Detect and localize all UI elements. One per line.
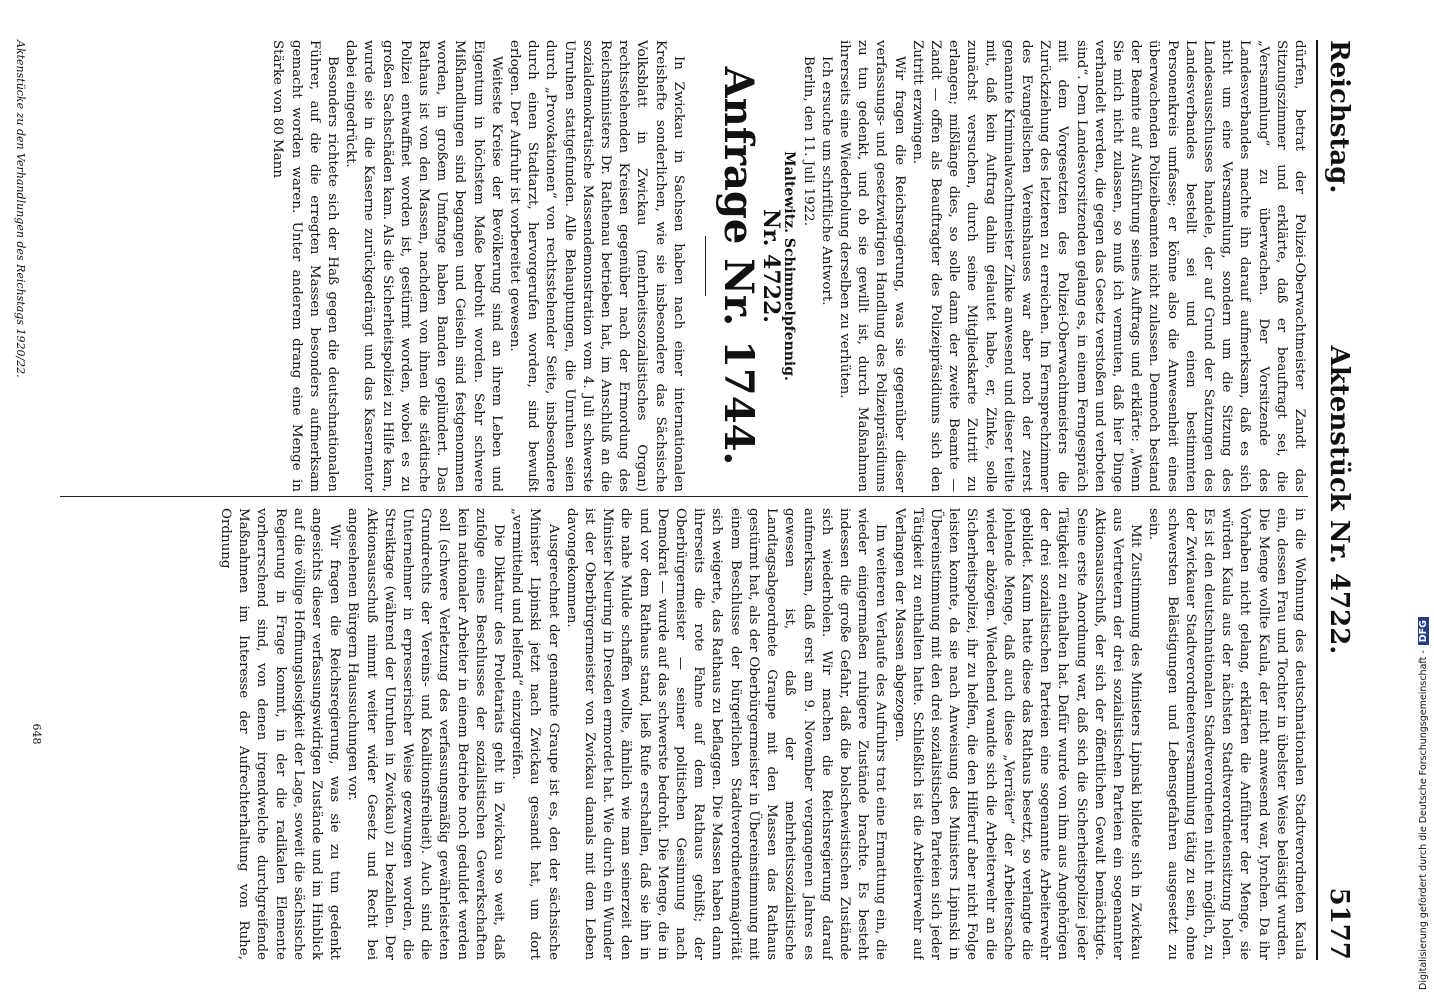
left-paragraph: Weiteste Kreise der Bevölkerung sind an ihrem Leben und Eigentum in höchstem Maße bedroht worden. Sehr schwere Mißhandlungen sind begangen und Geiseln sind festgenommen worden, in großem Umfange haben Banden geplündert. Das Rathaus ist von den Massen, nachdem von ihnen die städtische Polizei entwaffnet worden ist, gestürmt worden, wobei es zu großen Sachschäden kam. Als die Sicherheitspolizei zu Hilfe kam, wurde sie in die Kaserne zurückgedrängt und das Kasernentor dabei eingedrückt. — [343, 40, 504, 492]
left-column — [40, 40, 1308, 492]
footer-page-number: 648 — [30, 723, 43, 745]
left-paragraph: dürfen, betrat der Polizei-Oberwachtmeister Zandt das Sitzungszimmer und erklärte, daß er beauftragt sei, die „Versammlung“ zu überwachen. Der Vorsitzende des Landesverbandes machte ihn darauf aufmerksam, daß es sich nicht um eine Versammlung, sondern um die Sitzung des Landesausschusses handele, der auf Grund der Satzungen des Landesverbandes bestellt sei und einen bestimmten Personenkreis umfasse; er könne also die Anwesenheit eines überwachenden Polizeibeamten nicht zulassen. Dennoch bestand der Beamte auf Ausführung seines Auftrags und erklärte: „Wenn Sie mich nicht zulassen, so muß ich vermuten, daß hier Dinge verhandelt werden, die gegen das Gesetz verstoßen und verboten sind“. Dem Landesvorsitzenden gelang es, in einem Ferngespräch mit dem Vorgesetzten des Polizei-Oberwachtmeisters die Zurückziehung des letzteren zu erreichen. Im Fernsprechzimmer des Evangelischen Vereinshauses war aber noch der zuerst genannte Kriminalwachtmeister Zinke anwesend und dieser teilte mit, daß kein Auftrag dahin gelautet habe, er, Zinke, solle zunächst versuchen, durch seine Mitgliedskarte Zutritt zu erlangen; mißlänge dies, so solle dann der zweite Beamte — Zandt — offen als Beauftragter des Polizeipräsidiums sich den Zutritt erzwingen. — [909, 40, 1307, 492]
document-number: Nr. 4722. — [758, 209, 785, 323]
left-paragraph: Wir fragen die Reichsregierung, was sie gegenüber dieser verfassungs- und gesetzwidrigen Handlung des Polizeipräsidiums zu tun gedenkt, und ob sie gewillt ist, durch Maßnahmen ihrerseits eine Wiederholung derselben zu verhüten. — [836, 40, 907, 492]
title-divider — [705, 236, 706, 296]
column-divider — [60, 496, 1308, 497]
signature: Maltewitz. Schimmelpfennig. — [781, 151, 798, 381]
digitization-credit — [1418, 10, 1430, 990]
credit-text: Digitalisierung gefördert durch die Deutsche Forschungsgemeinschaft - — [1418, 650, 1429, 990]
left-paragraph: Besonders richtete sich der Haß gegen die deutschnationalen Führer, auf die die erregten Massen besonders aufmerksam gemacht worden waren. Unter anderem drang eine Menge in Stärke von 80 Mann — [270, 40, 341, 492]
right-paragraph: in die Wohnung des deutschnationalen Stadtverordneten Kaula ein, dessen Frau und Tochter in übelster Weise belästigt wurden. Die Menge wollte Kaula, der nicht anwesend war, lynchen. Da ihr Vorhaben nicht gelang, erklärten die Anführer der Menge, sie würden Kaula aus der nächsten Stadtverordnetensitzung holen. Es ist den deutschnationalen Stadtverordneten nicht möglich, zu der Zwickauer Stadtverordnetenversammlung tätig zu sein, ohne schwersten Belästigungen und Lebensgefahren ausgesetzt zu sein. — [1146, 508, 1307, 960]
header-title: Aktenstück Nr. 4722. — [1324, 345, 1354, 655]
right-paragraph: Mit Zustimmung des Ministers Lipinski bildete sich in Zwickau aus Vertretern der drei sozialistischen Parteien ein sogenannter Aktionsausschuß, der sich der öffentlichen Gewalt bemächtigte. Seine erste Anordnung war, daß sich die Sicherheitspolizei jeder Tätigkeit zu enthalten hat. Dafür wurde von ihm aus Angehörigen der drei sozialistischen Parteien eine sogenannte Arbeiterwehr gebildet. Kaum hatte diese das Rathaus besetzt, so verlangte die johlende Menge, daß auch diese „Verräter“ der Arbeitersache wieder abzögen. Wiedehend wandte sich die Arbeiterwehr an die Sicherheitspolizei, ihr zu helfen, die den Hilferuf aber nicht Folge leisten konnte, da sie nach Anweisung des Ministers Lipinski in Übereinstimmung mit den drei sozialistischen Parteien sich jeder Tätigkeit zu enthalten hatte. Schließlich ist die Arbeiterwehr auf Verlangen der Massen abgezogen. — [891, 508, 1144, 960]
left-paragraph: Ich ersuche um schriftliche Antwort. — [818, 56, 834, 306]
dateline: Berlin, den 11. Juli 1922. — [800, 56, 816, 226]
right-paragraph: Wir fragen die Reichsregierung, was sie zu tun gedenkt angesichts dieser verfassungswidrigen Zustände und im Hinblick auf die völlige Hoffnungslosigkeit der Lage, soweit die sächsische Regierung in Frage kommt, in der die radikalen Elemente vorherrschend sind, von denen irgendwelche durchgreifende Maßnahmen im Interesse der Aufrechterhaltung von Ruhe, Ordnung — [218, 508, 343, 960]
left-paragraph: In Zwickau in Sachsen haben nach einer internationalen Kreishefte sonderlichen, wie sie insbesondere das Sächsische Volksblatt in Zwickau (mehrheitssozialistisches Organ) rechtsstehenden Kreisen gegenüber nach der Ermordung des Reichsministers Dr. Rathenau betrieben hat, im Anschluß an die sozialdemokratische Massendemonstration vom 4. Juli schwerste Unruhen stattgefunden. Alle Behauptungen, die Unruhen seien durch „Provokationen“ von rechtsstehender Seite, insbesondere durch einen Stadtarzt, hervorgerufen worden, sind bewußt erlogen. Der Aufruhr ist vorbereitet gewesen. — [507, 40, 686, 492]
right-paragraph: Die Diktatur des Proletariats geht in Zwickau so weit, daß zufolge eines Beschlusses der sozialistischen Gewerkschaften kein nationaler Arbeiter in einem Betriebe noch geduldet werden soll (schwere Verletzung des verfassungsmäßig gewährleisteten Grundrechts der Vereins- und Koalitionsfreiheit). Auch sind die Unternehmer in erpresserischer Weise gezwungen worden, die Streiktage (während der Unruhen in Zwickau) zu bezahlen. Der Aktionsausschuß nimmt weiter wider Gesetz und Recht bei angesehenen Bürgern Haussuchungen vor. — [345, 508, 507, 960]
dfg-logo: DFG — [1418, 617, 1429, 645]
header-page-number: 5177 — [1324, 887, 1354, 960]
right-column — [40, 508, 1308, 960]
header-left: Reichstag. — [1324, 40, 1354, 194]
right-paragraph: Ausgerechnet der genannte Graupe ist es, den der sächsische Minister Lipinski jetzt nach Zwickau gesandt hat, um dort „vermittelnd und helfend“ einzugreifen. — [509, 508, 561, 960]
page-header — [1316, 40, 1366, 960]
anfrage-title: Anfrage Nr. 1744. — [714, 66, 762, 466]
footer-note: Aktenstücke zu den Verhandlungen des Reichstags 1920/22. — [14, 40, 27, 378]
right-paragraph: Im weiteren Verlaufe des Aufruhrs trat eine Ermattung ein, die wieder einigermaßen ruhigere Zustände brachte. Es besteht indessen die große Gefahr, daß die bolschewistischen Zustände sich wiederholen. Wir machen die Reichsregierung darauf aufmerksam, daß erst am 9. November vergangenen Jahres es gewesen ist, daß der mehrheitssozialistische Landtagsabgeordnete Graupe mit den Massen das Rathaus gestürmt hat, als der Oberbürgermeister in Übereinstimmung mit einem Beschlusse der bürgerlichen Stadtverordnetenmajorität sich weigerte, das Rathaus zu beflaggen. Die Massen haben dann ihrerseits die rote Fahne auf dem Rathaus gehißt; der Oberbürgermeister — seiner politischen Gesinnung nach Demokrat — wurde auf das schwerste bedroht. Die Menge, die in und vor dem Rathaus stand, ließ Rufe erschallen, daß sie ihn in die nahe Mulde schaffen wollte, ähnlich wie man seinerzeit den Minister Neuring in Dresden ermordet hat. Wie durch ein Wunder ist der Oberbürgermeister von Zwickau damals mit dem Leben davongekommen. — [563, 508, 889, 960]
